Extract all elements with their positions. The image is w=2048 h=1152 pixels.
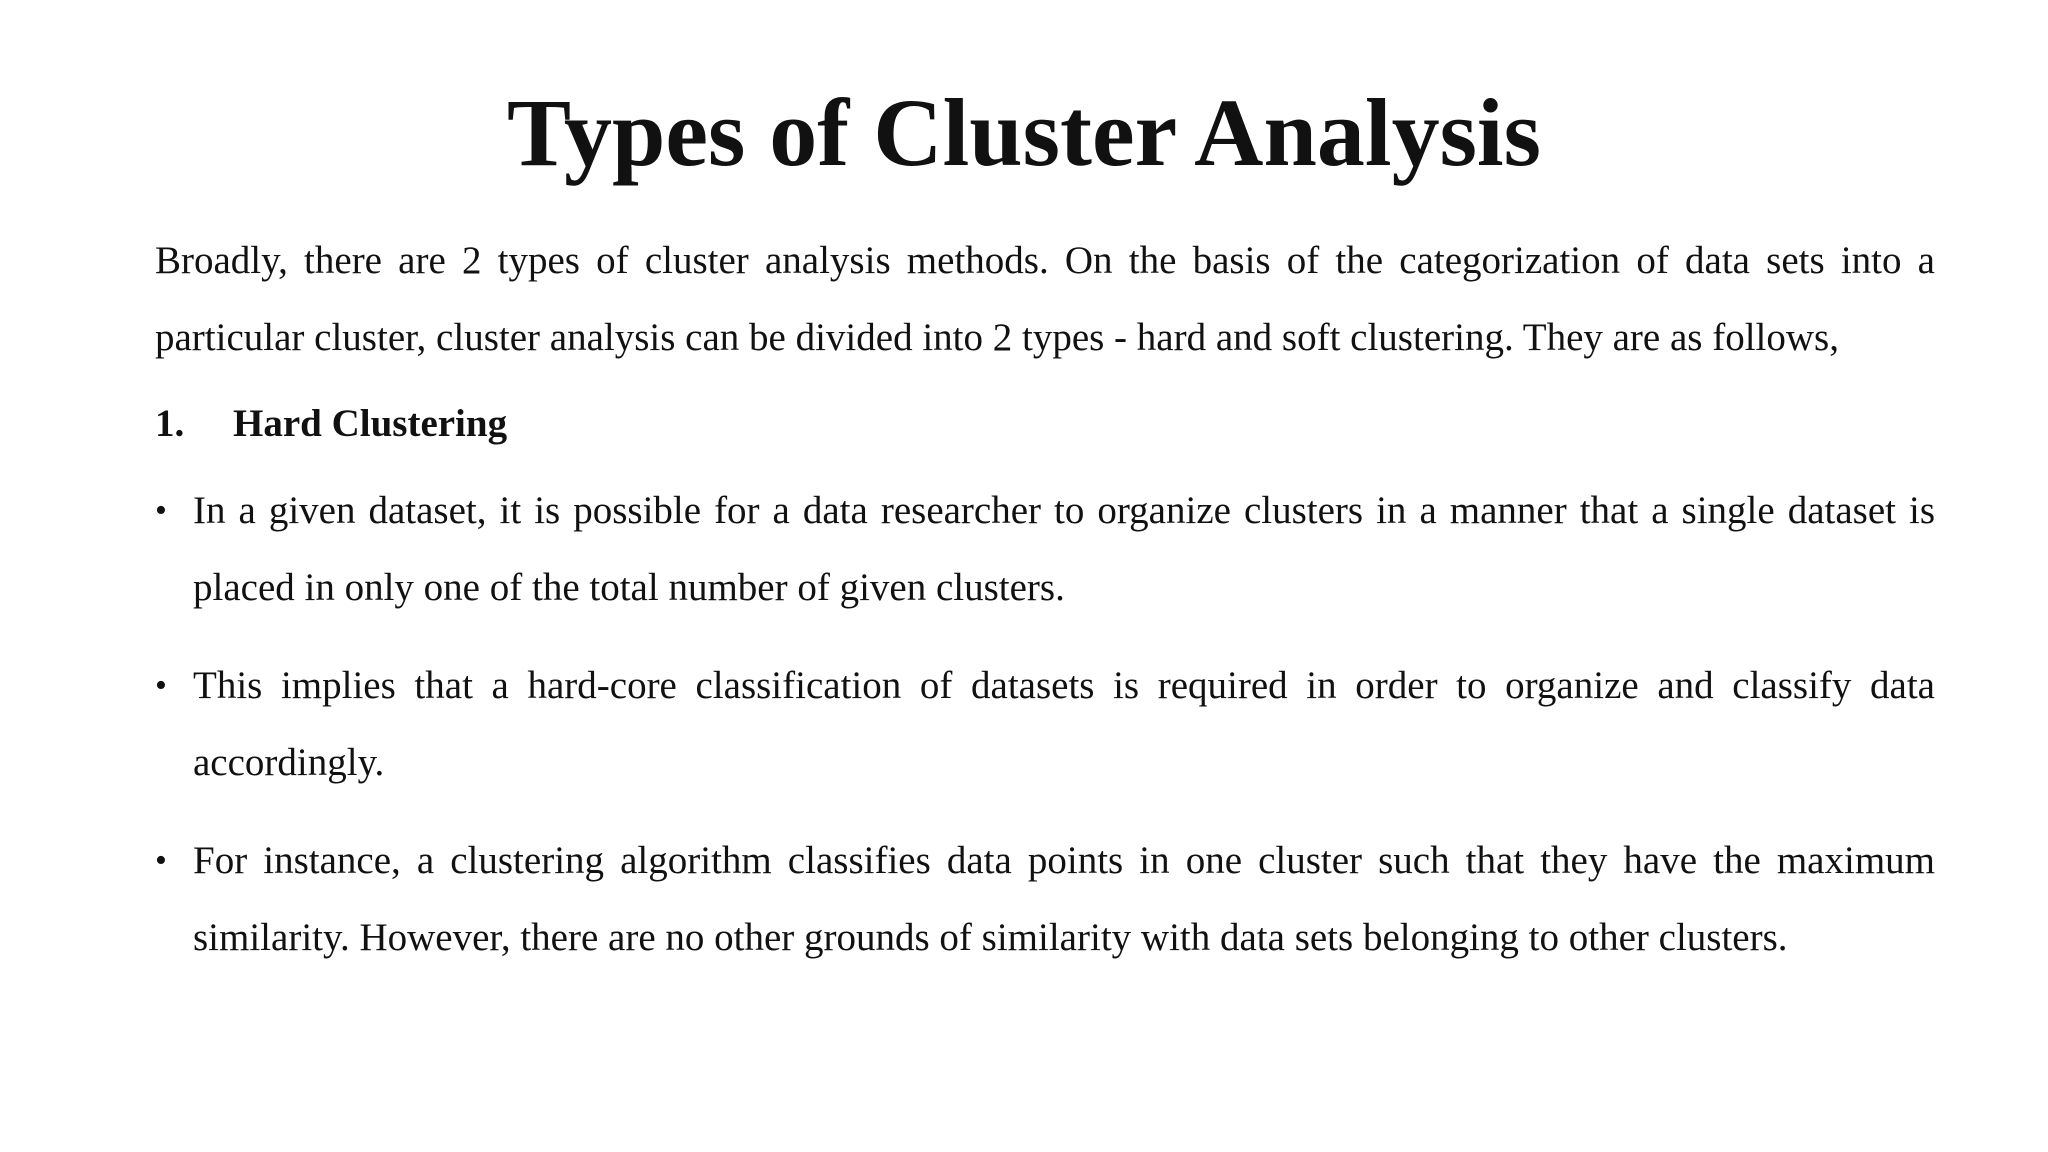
bullet-text: This implies that a hard-core classification of datasets is required in order to organize and classify data accordingly. [193, 664, 1935, 784]
bullet-dot-icon: • [155, 842, 167, 879]
bullet-dot-icon: • [155, 667, 167, 704]
bullet-item [155, 647, 1935, 801]
bullet-item [155, 822, 1935, 976]
bullet-item [155, 472, 1935, 626]
section-title: Hard Clustering [233, 402, 508, 445]
slide-content [155, 222, 1935, 997]
slide-title: Types of Cluster Analysis [507, 79, 1541, 186]
intro-paragraph: Broadly, there are 2 types of cluster analysis methods. On the basis of the categorization of data sets into a particular cluster, cluster analysis can be divided into 2 types - hard and soft clustering. They are as follows, [155, 239, 1935, 359]
bullet-text: For instance, a clustering algorithm classifies data points in one cluster such that they have the maximum similarity. However, there are no other grounds of similarity with data sets belonging to other clusters. [193, 839, 1935, 959]
bullet-list [155, 472, 1935, 976]
section-heading-hard-clustering [155, 396, 1935, 452]
bullet-dot-icon: • [155, 492, 167, 529]
bullet-text: In a given dataset, it is possible for a data researcher to organize clusters in a manner that a single dataset is placed in only one of the total number of given clusters. [193, 489, 1935, 609]
section-number: 1. [155, 402, 185, 445]
